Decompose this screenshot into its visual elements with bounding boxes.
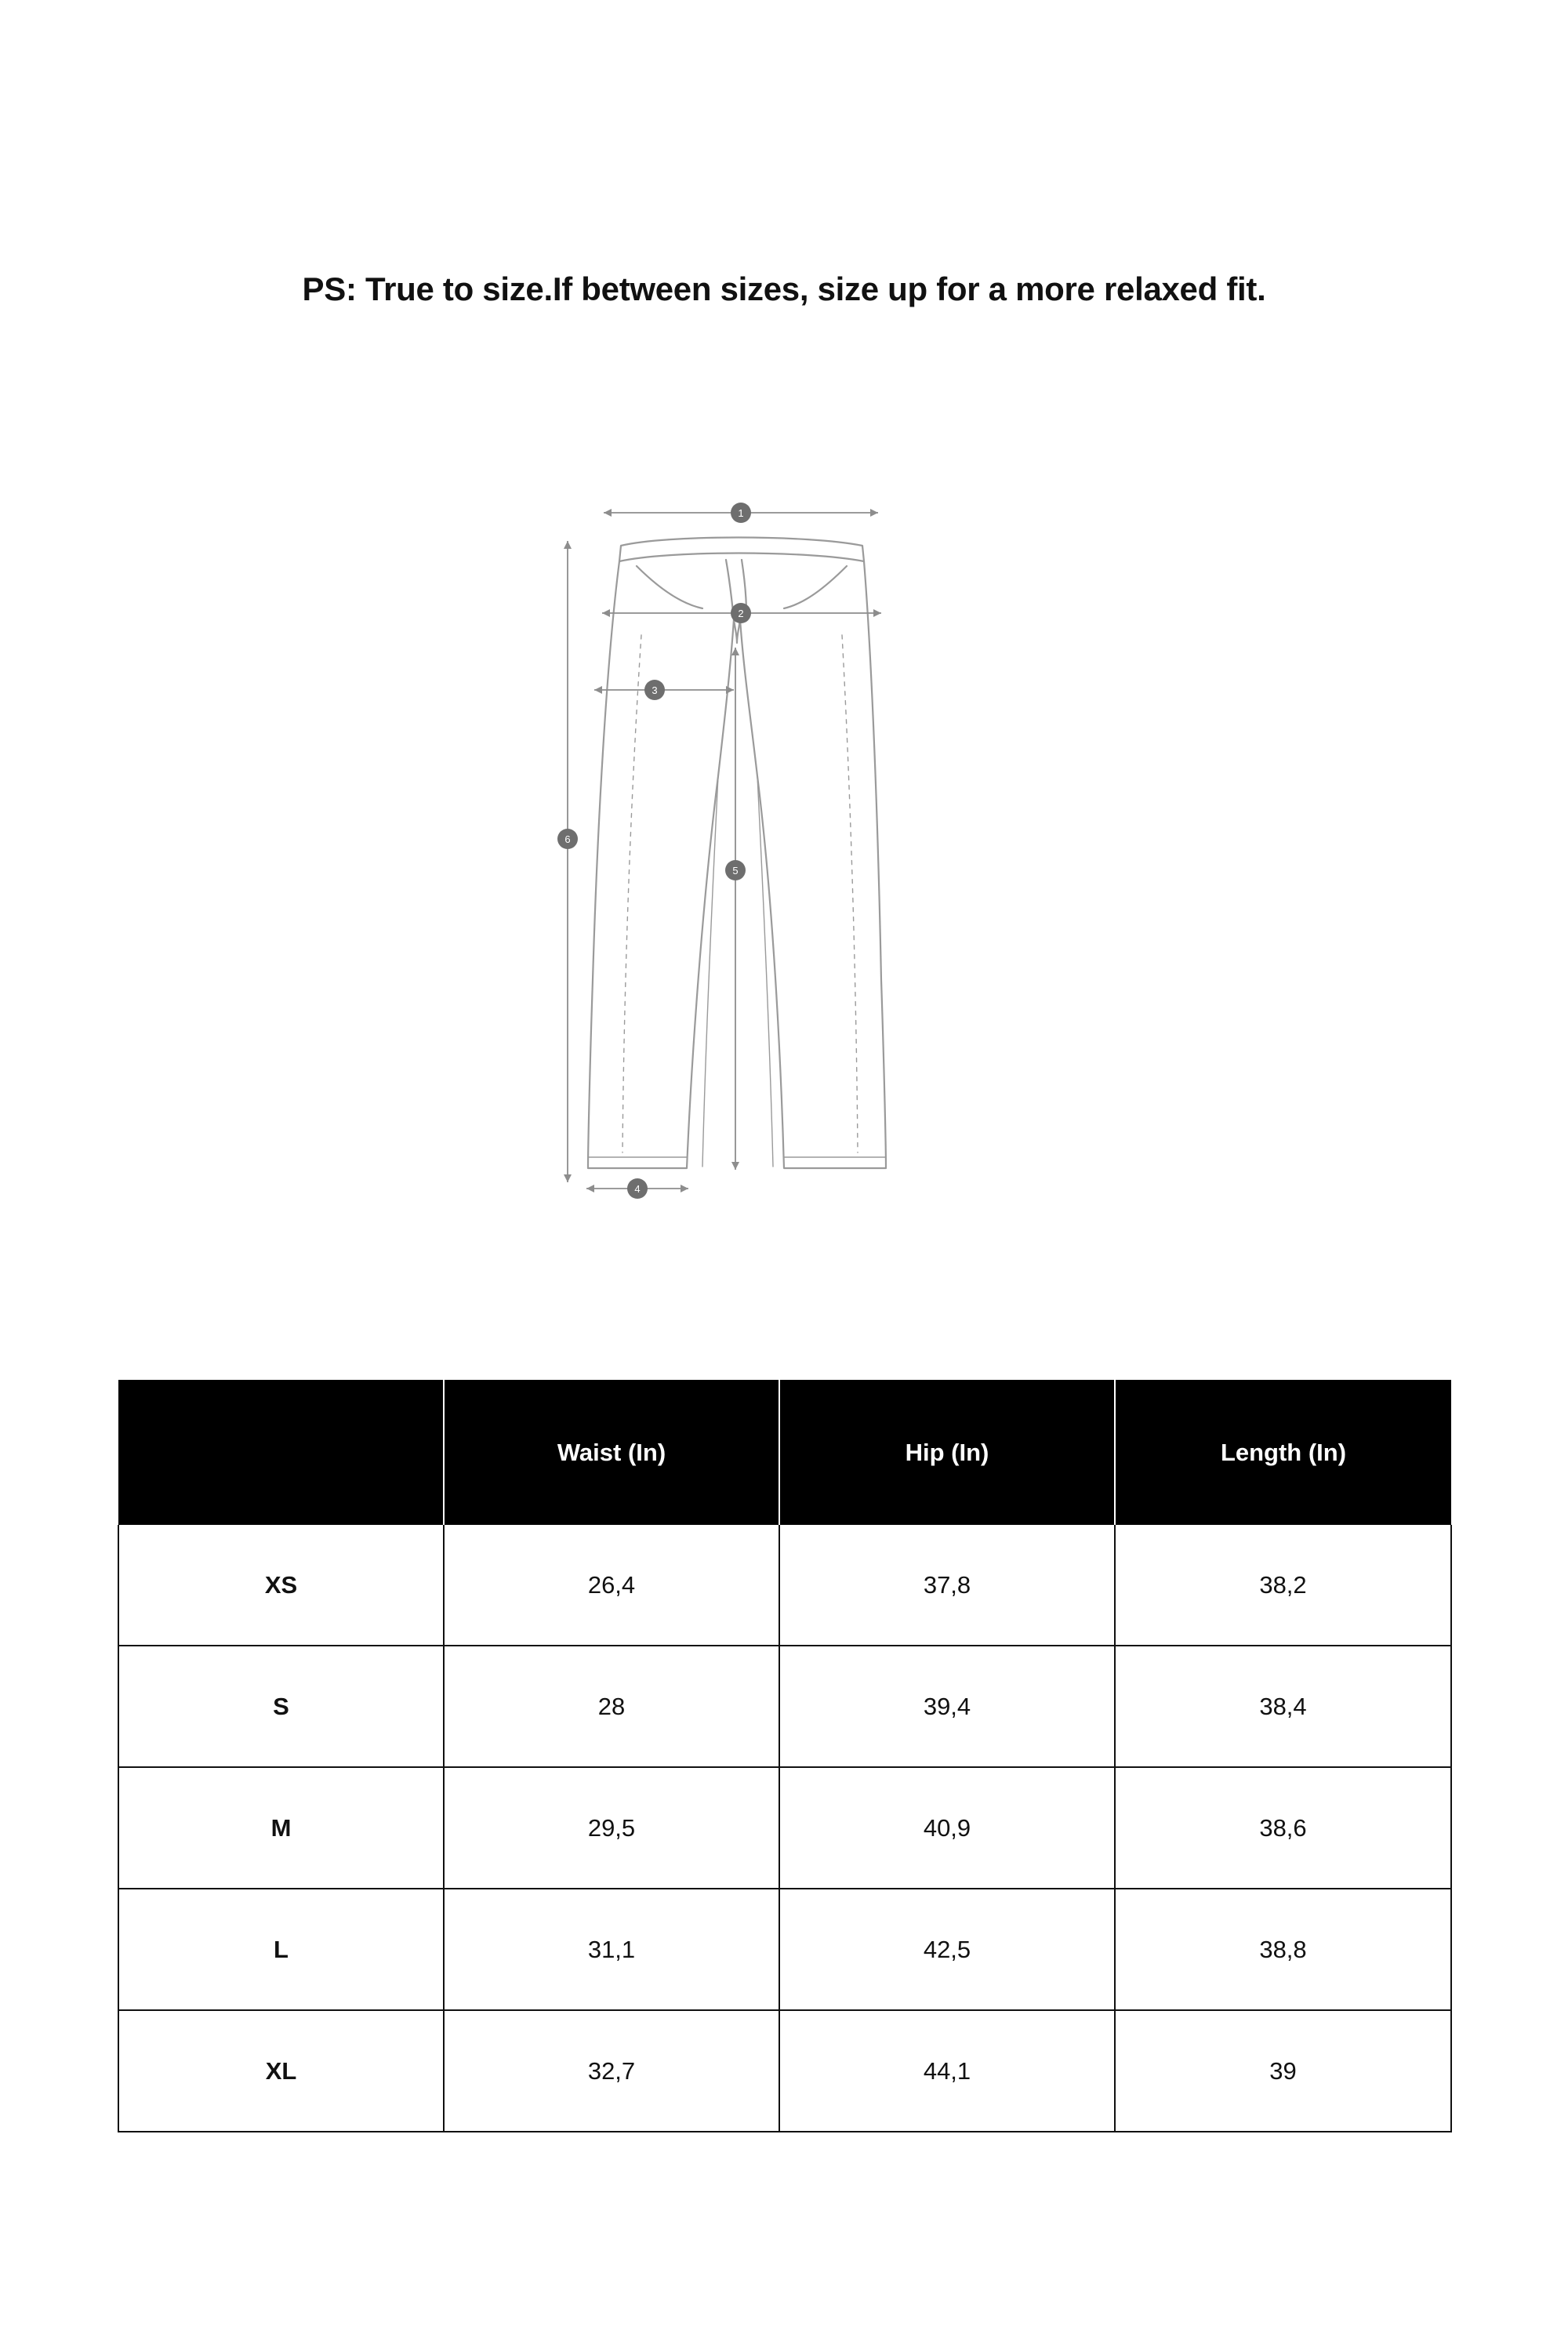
cell-size: S — [118, 1646, 444, 1767]
diagram-marker-2 — [731, 603, 751, 623]
cell-hip: 40,9 — [779, 1767, 1115, 1889]
cell-size: M — [118, 1767, 444, 1889]
table-header-length: Length (In) — [1115, 1380, 1451, 1525]
diagram-marker-6 — [557, 829, 578, 849]
table-row — [118, 1646, 1451, 1767]
diagram-marker-4 — [627, 1178, 648, 1199]
table-header-corner — [118, 1380, 444, 1525]
svg-text:4: 4 — [634, 1183, 641, 1195]
diagram-marker-5 — [725, 860, 746, 880]
cell-size: L — [118, 1889, 444, 2010]
cell-hip: 44,1 — [779, 2010, 1115, 2132]
cell-length: 38,8 — [1115, 1889, 1451, 2010]
svg-text:3: 3 — [652, 684, 658, 696]
cell-waist: 29,5 — [444, 1767, 779, 1889]
table-header-row — [118, 1380, 1451, 1525]
table-row — [118, 1889, 1451, 2010]
fit-note: PS: True to size.If between sizes, size up for a more relaxed fit. — [302, 270, 1266, 307]
garment-measurement-diagram — [549, 494, 1019, 1223]
diagram-marker-1 — [731, 503, 751, 523]
cell-waist: 28 — [444, 1646, 779, 1767]
cell-length: 38,2 — [1115, 1525, 1451, 1646]
svg-text:5: 5 — [732, 865, 739, 877]
svg-text:1: 1 — [738, 507, 744, 519]
cell-hip: 37,8 — [779, 1525, 1115, 1646]
svg-text:6: 6 — [564, 833, 571, 845]
cell-size: XL — [118, 2010, 444, 2132]
cell-length: 38,4 — [1115, 1646, 1451, 1767]
table-header-hip: Hip (In) — [779, 1380, 1115, 1525]
cell-waist: 26,4 — [444, 1525, 779, 1646]
diagram-marker-3 — [644, 680, 665, 700]
cell-size: XS — [118, 1525, 444, 1646]
size-chart-table — [118, 1380, 1452, 2132]
cell-waist: 32,7 — [444, 2010, 779, 2132]
table-row — [118, 2010, 1451, 2132]
cell-hip: 39,4 — [779, 1646, 1115, 1767]
cell-hip: 42,5 — [779, 1889, 1115, 2010]
cell-length: 38,6 — [1115, 1767, 1451, 1889]
table-row — [118, 1767, 1451, 1889]
svg-text:2: 2 — [738, 608, 744, 619]
table-header-waist: Waist (In) — [444, 1380, 779, 1525]
table-row — [118, 1525, 1451, 1646]
cell-waist: 31,1 — [444, 1889, 779, 2010]
cell-length: 39 — [1115, 2010, 1451, 2132]
